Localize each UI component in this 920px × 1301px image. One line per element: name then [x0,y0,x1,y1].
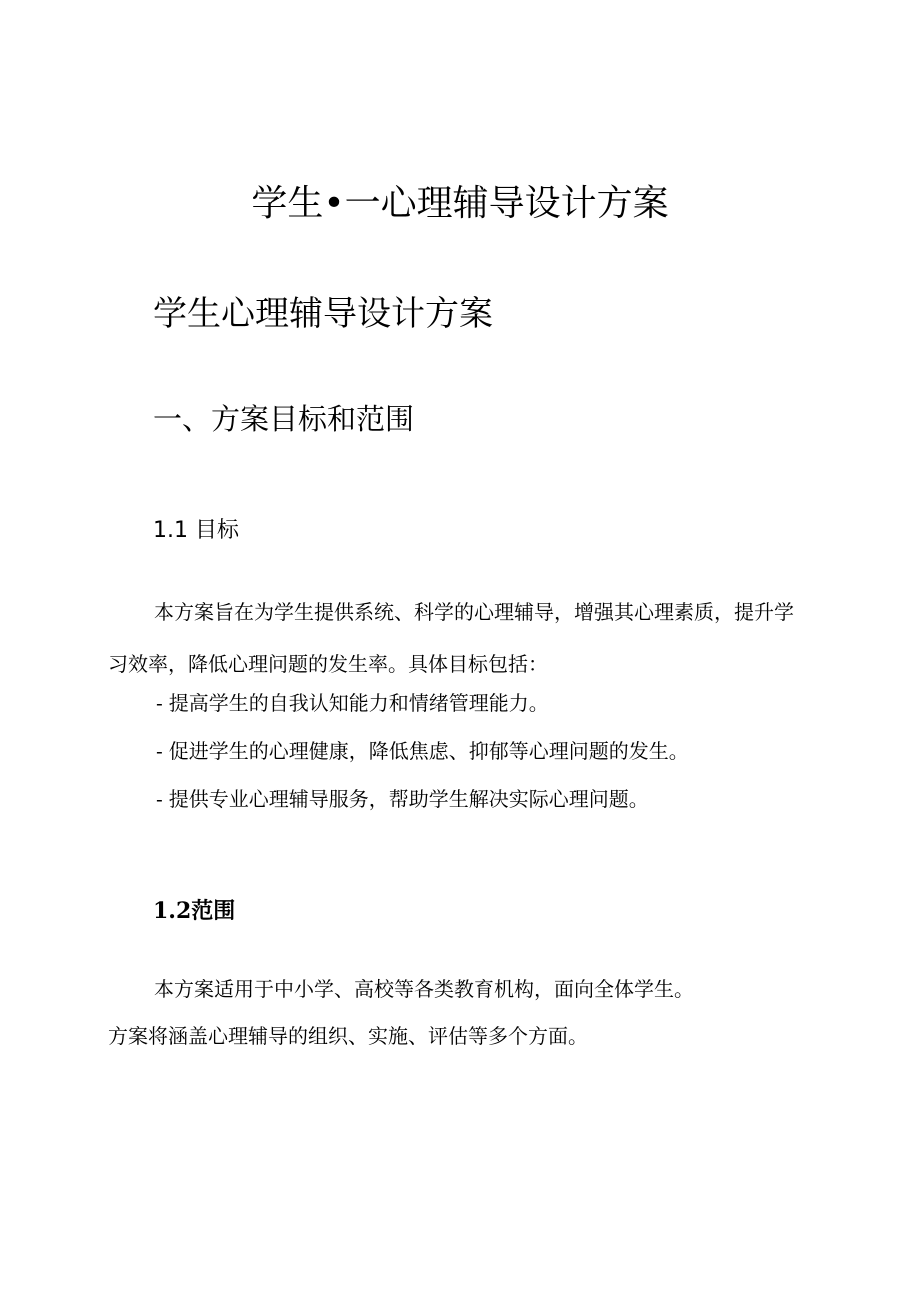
bullet-text: 提高学生的自我认知能力和情绪管理能力。 [168,691,549,715]
list-item [156,775,689,823]
goal-bullet-list [156,679,689,823]
bullet-dash: - [156,739,163,763]
subheading-scope-number: 1.2 [153,898,192,924]
section-heading-goals-scope: 一、方案目标和范围 [153,402,415,436]
bullet-dash: - [156,691,163,715]
document-subtitle: 学生心理辅导设计方案 [153,294,493,334]
bullet-text: 促进学生的心理健康，降低焦虑、抑郁等心理问题的发生。 [168,739,689,763]
scope-paragraph-line-1: 本方案适用于中小学、高校等各类教育机构，面向全体学生。 [154,977,694,1001]
subheading-scope-text: 范围 [191,899,236,924]
scope-paragraph-line-2: 方案将涵盖心理辅导的组织、实施、评估等多个方面。 [108,1024,588,1048]
subheading-goal: 1.1 目标 [153,518,239,543]
bullet-dash: - [156,787,163,811]
list-item [156,727,689,775]
list-item [156,679,689,727]
goal-paragraph: 本方案旨在为学生提供系统、科学的心理辅导，增强其心理素质，提升学习效率，降低心理问题的发生率。具体目标包括： [108,600,794,676]
subheading-scope [153,896,235,927]
document-title: 学生•一心理辅导设计方案 [251,183,669,224]
bullet-text: 提供专业心理辅导服务，帮助学生解决实际心理问题。 [168,787,649,811]
